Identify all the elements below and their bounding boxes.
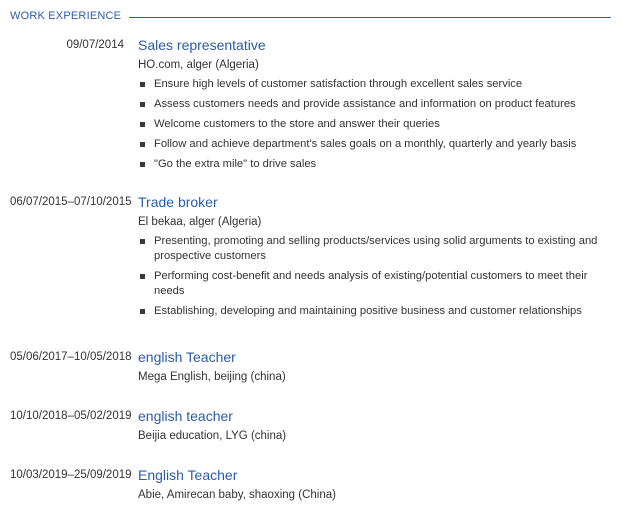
entry-body: [138, 407, 611, 448]
bullet-square-icon: [140, 274, 145, 279]
bullet-square-icon: [140, 82, 145, 87]
entry-job-title: english teacher: [138, 408, 233, 424]
bullet-square-icon: [140, 239, 145, 244]
work-experience-list: [0, 22, 621, 507]
entry-employer: Abie, Amirecan baby, shaoxing (China): [138, 489, 336, 501]
list-item: [138, 269, 611, 299]
bullet-text: Presenting, promoting and selling products/services using solid arguments to existing and prospective customers: [154, 235, 598, 262]
section-header: [0, 0, 621, 22]
entry-date: 05/06/2017–10/05/2018: [10, 351, 132, 363]
bullet-square-icon: [140, 142, 145, 147]
entry-job-title: English Teacher: [138, 467, 238, 483]
entry-job-title: english Teacher: [138, 349, 236, 365]
list-item: [138, 304, 611, 319]
entry-date: 10/10/2018–05/02/2019: [10, 410, 132, 422]
bullet-text: Performing cost-benefit and needs analysis of existing/potential customers to meet their needs: [154, 270, 588, 297]
work-experience-entry: [10, 466, 611, 507]
entry-employer: Mega English, beijing (china): [138, 371, 286, 383]
section-divider: [129, 17, 611, 18]
work-experience-entry: [10, 348, 611, 389]
bullet-text: Welcome customers to the store and answer their queries: [154, 118, 440, 130]
entry-bullets: [138, 234, 611, 319]
bullet-square-icon: [140, 162, 145, 167]
bullet-square-icon: [140, 102, 145, 107]
list-item: [138, 97, 611, 112]
list-item: [138, 77, 611, 92]
bullet-text: Follow and achieve department's sales goals on a monthly, quarterly and yearly basis: [154, 138, 577, 150]
list-item: [138, 137, 611, 152]
list-item: [138, 157, 611, 172]
entry-employer: Beijia education, LYG (china): [138, 430, 287, 442]
bullet-square-icon: [140, 122, 145, 127]
entry-job-title: Trade broker: [138, 194, 218, 210]
bullet-square-icon: [140, 309, 145, 314]
entry-bullets: [138, 77, 611, 172]
entry-employer: El bekaa, alger (Algeria): [138, 216, 262, 228]
bullet-text: Assess customers needs and provide assistance and information on product features: [154, 98, 576, 110]
section-title: WORK EXPERIENCE: [10, 10, 122, 22]
work-experience-entry: [10, 407, 611, 448]
bullet-text: Ensure high levels of customer satisfaction through excellent sales service: [154, 78, 523, 90]
entry-body: [138, 36, 611, 177]
entry-employer: HO.com, alger (Algeria): [138, 59, 259, 71]
bullet-text: Establishing, developing and maintaining positive business and customer relationships: [154, 305, 582, 317]
entry-date: 06/07/2015–07/10/2015: [10, 196, 132, 208]
entry-body: [138, 466, 611, 507]
work-experience-entry: [10, 193, 611, 324]
list-item: [138, 234, 611, 264]
bullet-text: "Go the extra mile" to drive sales: [154, 158, 317, 170]
entry-body: [138, 193, 611, 324]
entry-body: [138, 348, 611, 389]
entry-date: 10/03/2019–25/09/2019: [10, 469, 132, 481]
entry-date: 09/07/2014: [66, 39, 124, 51]
entry-job-title: Sales representative: [138, 37, 266, 53]
list-item: [138, 117, 611, 132]
work-experience-entry: [10, 36, 611, 177]
